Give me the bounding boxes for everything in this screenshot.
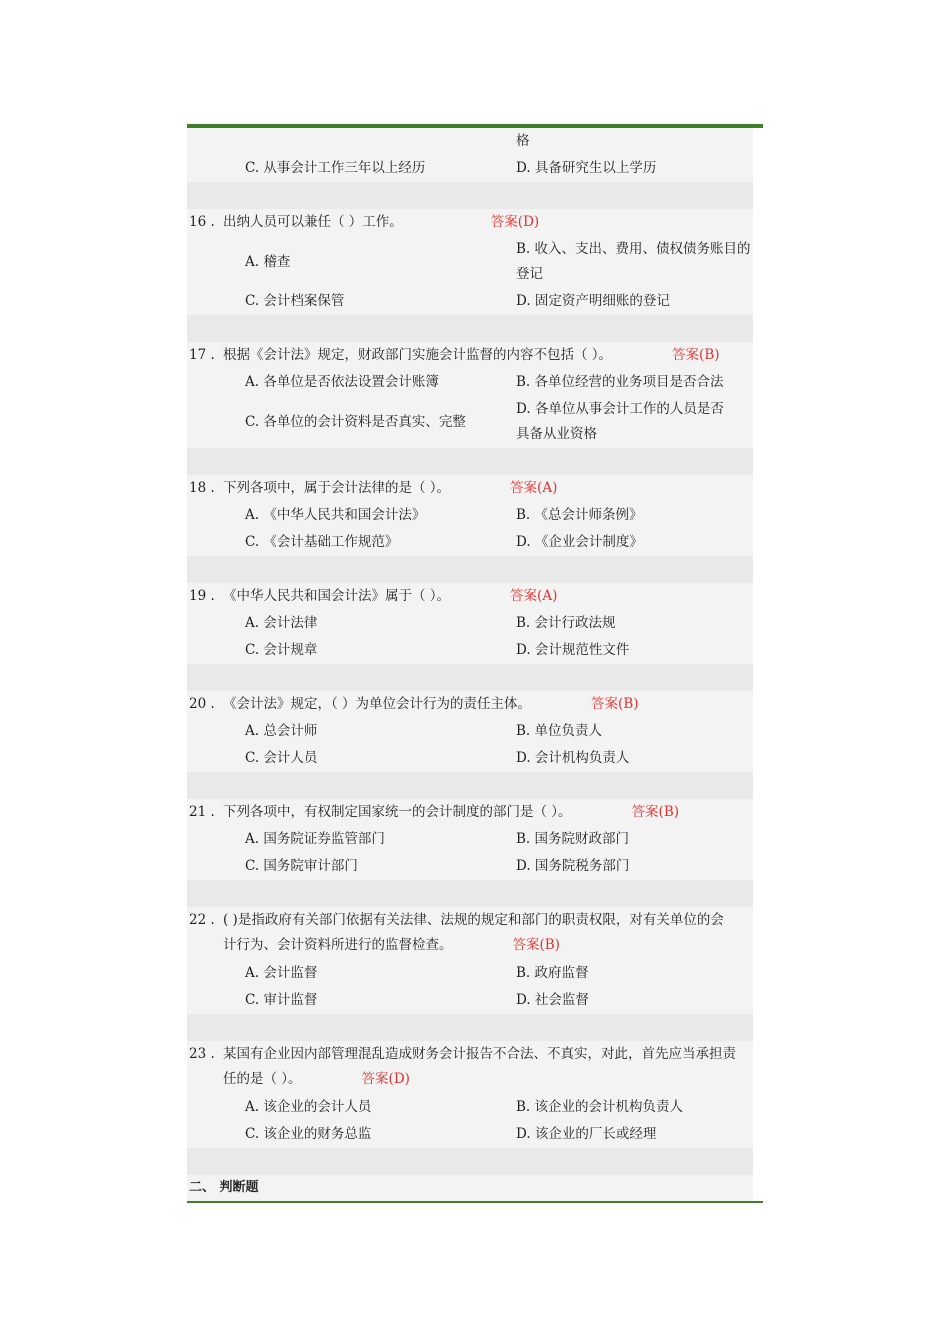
- question-20: [187, 691, 753, 718]
- option-c: C. 会计档案保管: [245, 293, 345, 309]
- option-d: D. 会计机构负责人: [516, 750, 630, 766]
- question-22: 22 . ( )是指政府有关部门依据有关法律、法规的规定和部门的职责权限，对有关单位的会 计行为、会计资料所进行的监督检查。 答案(B): [187, 907, 753, 960]
- exam-sheet: [187, 124, 763, 1203]
- options-ab: [187, 1094, 753, 1121]
- option-a: A. 国务院证券监管部门: [245, 831, 385, 847]
- option-b: B. 各单位经营的业务项目是否合法: [516, 374, 724, 390]
- carry-row-1: [187, 128, 753, 155]
- options-ab: [187, 960, 753, 987]
- question-number: 21 .: [189, 804, 215, 820]
- option-b: B. 该企业的会计机构负责人: [516, 1099, 684, 1115]
- question-text: 根据《会计法》规定，财政部门实施会计监督的内容不包括（ ）。: [223, 347, 613, 363]
- question-16: [187, 209, 753, 236]
- options-cd: [187, 987, 753, 1014]
- question-number: 16 .: [189, 214, 215, 230]
- option-a: A. 会计监督: [245, 965, 318, 981]
- option-c: C. 国务院审计部门: [245, 858, 358, 874]
- option-c: C. 该企业的财务总监: [245, 1126, 372, 1142]
- option-b: B. 单位负责人: [516, 723, 603, 739]
- options-ab: [187, 826, 753, 853]
- question-list: [187, 128, 753, 1201]
- option-b: B. 政府监督: [516, 965, 589, 981]
- separator: [187, 1014, 753, 1041]
- options-ab: [187, 236, 753, 288]
- options-cd: [187, 396, 753, 448]
- answer-label: 答案(D): [490, 214, 540, 230]
- answer-label: 答案(B): [512, 937, 560, 953]
- answer-label: 答案(A): [510, 588, 558, 604]
- options-ab: [187, 610, 753, 637]
- answer-label: 答案(B): [591, 696, 639, 712]
- options-cd: [187, 288, 753, 315]
- separator: [187, 448, 753, 475]
- answer-label: 答案(B): [672, 347, 720, 363]
- question-number: 20 .: [189, 696, 215, 712]
- option-d: D. 固定资产明细账的登记: [516, 293, 670, 309]
- question-text: 下列各项中，属于会计法律的是（ ）。: [223, 480, 451, 496]
- option-d: D. 各单位从事会计工作的人员是否 具备从业资格: [516, 401, 724, 442]
- option-b: B. 收入、支出、费用、债权债务账目的 登记: [516, 241, 751, 282]
- question-text: 《会计法》规定，（ ）为单位会计行为的责任主体。: [223, 696, 532, 712]
- option-d: D. 该企业的厂长或经理: [516, 1126, 657, 1142]
- option-d: D. 会计规范性文件: [516, 642, 630, 658]
- option-c: C. 《会计基础工作规范》: [245, 534, 399, 550]
- question-23: 23 . 某国有企业因内部管理混乱造成财务会计报告不合法、不真实，对此，首先应当承担责 任的是（ ）。 答案(D): [187, 1041, 753, 1094]
- question-21: [187, 799, 753, 826]
- question-number: 18 .: [189, 480, 215, 496]
- carry-row-2: [187, 155, 753, 182]
- options-ab: [187, 718, 753, 745]
- options-cd: [187, 529, 753, 556]
- section-title: 二、 判断题: [189, 1180, 259, 1195]
- option-a: A. 各单位是否依法设置会计账簿: [245, 374, 439, 390]
- option-c: C. 从事会计工作三年以上经历: [245, 160, 426, 176]
- question-text: 出纳人员可以兼任（ ）工作。: [223, 214, 403, 230]
- option-c: C. 审计监督: [245, 992, 318, 1008]
- question-text: 某国有企业因内部管理混乱造成财务会计报告不合法、不真实，对此，首先应当承担责: [223, 1046, 736, 1062]
- question-17: [187, 342, 753, 369]
- option-c: C. 会计人员: [245, 750, 318, 766]
- question-text: 下列各项中，有权制定国家统一的会计制度的部门是（ ）。: [223, 804, 572, 820]
- option-a: A. 会计法律: [245, 615, 318, 631]
- option-a: A. 《中华人民共和国会计法》: [245, 507, 426, 523]
- question-19: [187, 583, 753, 610]
- option-a: A. 总会计师: [245, 723, 318, 739]
- option-b-tail: 格: [516, 133, 530, 149]
- option-b: B. 《总会计师条例》: [516, 507, 643, 523]
- answer-label: 答案(A): [510, 480, 558, 496]
- option-d: D. 《企业会计制度》: [516, 534, 643, 550]
- option-d: D. 社会监督: [516, 992, 589, 1008]
- options-cd: [187, 1121, 753, 1148]
- answer-label: 答案(D): [361, 1071, 410, 1087]
- option-a: A. 稽查: [245, 253, 291, 270]
- options-ab: [187, 369, 753, 396]
- option-d: D. 国务院税务部门: [516, 858, 630, 874]
- separator: [187, 315, 753, 342]
- options-cd: [187, 853, 753, 880]
- answer-label: 答案(B): [631, 804, 680, 820]
- option-b: B. 国务院财政部门: [516, 831, 630, 847]
- question-18: [187, 475, 753, 502]
- option-b: B. 会计行政法规: [516, 615, 616, 631]
- option-c: C. 会计规章: [245, 642, 318, 658]
- question-text: ( )是指政府有关部门依据有关法律、法规的规定和部门的职责权限，对有关单位的会: [223, 912, 724, 928]
- separator: [187, 1148, 753, 1175]
- separator: [187, 664, 753, 691]
- options-cd: [187, 637, 753, 664]
- separator: [187, 556, 753, 583]
- question-number: 17 .: [189, 347, 215, 363]
- question-number: 22 .: [189, 912, 215, 928]
- option-c: C. 各单位的会计资料是否真实、完整: [245, 413, 466, 430]
- options-cd: [187, 745, 753, 772]
- option-d: D. 具备研究生以上学历: [516, 160, 657, 176]
- question-number: 23 .: [189, 1046, 215, 1062]
- bottom-divider: [187, 1201, 763, 1203]
- options-ab: [187, 502, 753, 529]
- separator: [187, 182, 753, 209]
- question-text: 《中华人民共和国会计法》属于（ ）。: [223, 588, 451, 604]
- question-number: 19 .: [189, 588, 215, 604]
- option-a: A. 该企业的会计人员: [245, 1099, 372, 1115]
- separator: [187, 772, 753, 799]
- separator: [187, 880, 753, 907]
